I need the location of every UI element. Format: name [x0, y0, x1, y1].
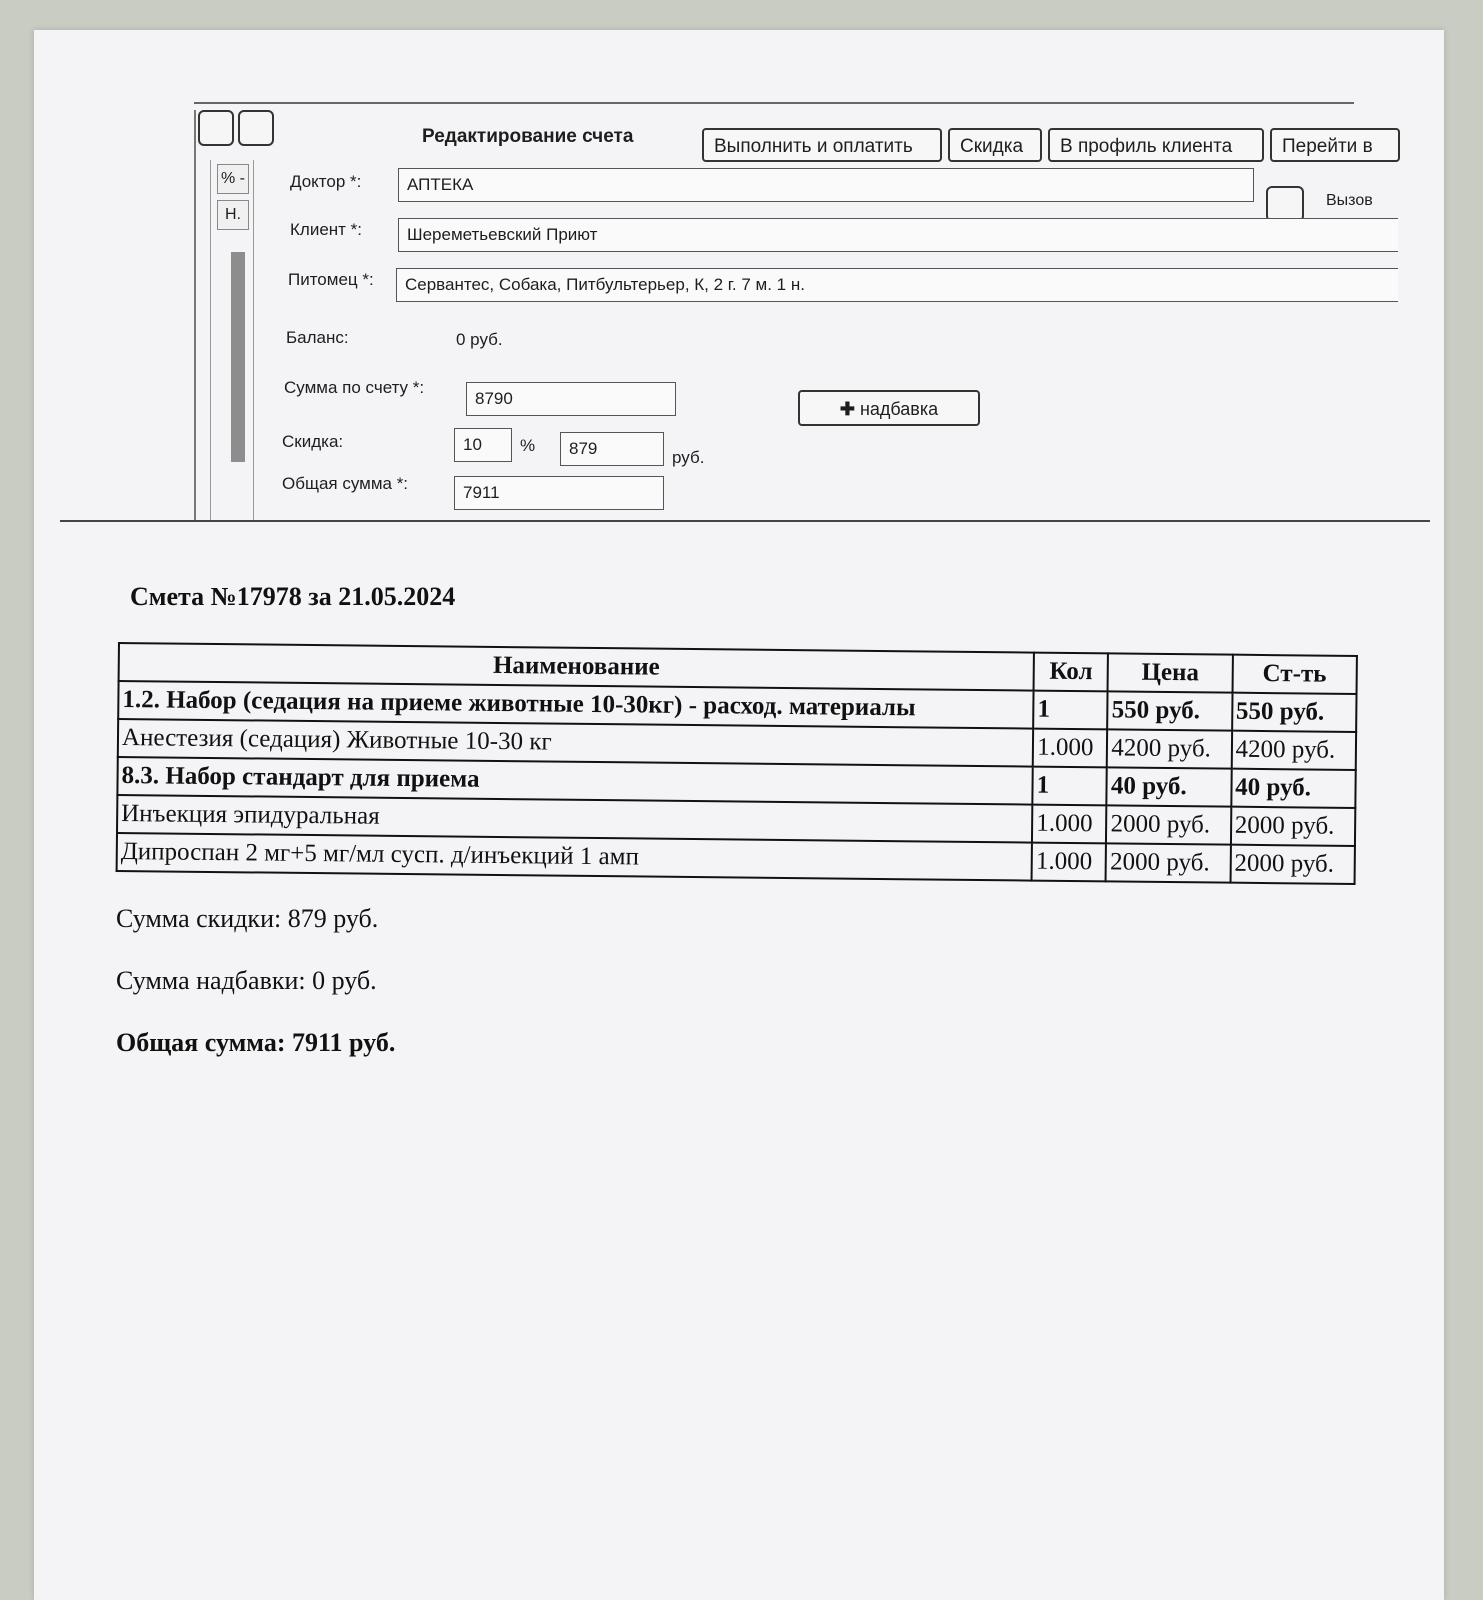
cell-price: 550 руб.: [1108, 691, 1233, 730]
go-to-button[interactable]: Перейти в: [1270, 128, 1400, 162]
pet-field[interactable]: Сервантес, Собака, Питбультерьер, К, 2 г. 7 м. 1 н.: [396, 268, 1398, 302]
doctor-field[interactable]: АПТЕКА: [398, 168, 1254, 202]
estimate-title: Смета №17978 за 21.05.2024: [130, 582, 456, 611]
sidebar-scrollbar[interactable]: [231, 252, 245, 462]
column-header-name: Наименование: [119, 643, 1035, 691]
cell-qty: 1.000: [1033, 729, 1108, 768]
cell-cost: 2000 руб.: [1231, 807, 1356, 846]
plus-icon: ✚: [839, 399, 860, 419]
estimate-table: [116, 642, 1358, 885]
balance-label: Баланс:: [286, 328, 349, 347]
column-header-price: Цена: [1108, 653, 1233, 692]
cell-qty: 1.000: [1032, 805, 1107, 844]
cell-qty: 1.000: [1032, 843, 1107, 882]
cell-price: 4200 руб.: [1107, 729, 1232, 768]
page-divider: [60, 520, 1430, 522]
total-field[interactable]: 7911: [454, 476, 664, 510]
cell-cost: 4200 руб.: [1231, 731, 1356, 770]
cell-name: 1.2. Набор (седация на приеме животные 10-30кг) - расход. материалы: [118, 681, 1034, 729]
left-sidebar: [210, 160, 254, 522]
cell-price: 2000 руб.: [1106, 843, 1231, 882]
cell-name: 8.3. Набор стандарт для приема: [117, 757, 1033, 805]
client-field[interactable]: Шереметьевский Приют: [398, 218, 1398, 252]
cell-price: 2000 руб.: [1106, 805, 1231, 844]
cell-qty: 1: [1033, 767, 1108, 806]
execute-and-pay-button[interactable]: Выполнить и оплатить: [702, 128, 942, 162]
window-icon-box[interactable]: [198, 110, 234, 146]
cell-cost: 550 руб.: [1232, 693, 1357, 732]
cell-cost: 40 руб.: [1231, 769, 1356, 808]
balance-value: 0 руб.: [456, 330, 503, 349]
cell-qty: 1: [1033, 691, 1108, 730]
discount-percent-field[interactable]: 10: [454, 428, 512, 462]
client-label: Клиент *:: [290, 220, 363, 239]
client-profile-button[interactable]: В профиль клиента: [1048, 128, 1264, 162]
cell-cost: 2000 руб.: [1230, 845, 1355, 884]
surcharge-label: надбавка: [859, 399, 939, 419]
invoice-sum-label: Сумма по счету *:: [284, 378, 425, 397]
call-checkbox[interactable]: [1266, 186, 1304, 222]
pet-label: Питомец *:: [288, 270, 374, 289]
discount-amount-field[interactable]: 879: [560, 432, 664, 466]
cell-name: Дипроспан 2 мг+5 мг/мл сусп. д/инъекций 1 амп: [117, 833, 1033, 881]
add-surcharge-button[interactable]: [798, 390, 980, 426]
discount-button[interactable]: Скидка: [948, 128, 1042, 162]
discount-label: Скидка:: [282, 432, 344, 451]
column-header-cost: Ст-ть: [1232, 655, 1357, 694]
surcharge-summary: Сумма надбавки: 0 руб.: [116, 966, 377, 995]
discount-summary: Сумма скидки: 879 руб.: [116, 904, 379, 933]
discount-currency-label: руб.: [672, 448, 705, 467]
cell-name: Инъекция эпидуральная: [117, 795, 1033, 843]
window-title: Редактирование счета: [422, 126, 634, 147]
side-tab-percent[interactable]: % -: [217, 164, 249, 194]
window-icon-box-2[interactable]: [238, 110, 274, 146]
total-label: Общая сумма *:: [282, 474, 409, 493]
cell-price: 40 руб.: [1107, 767, 1232, 806]
window-border-left: [194, 110, 196, 522]
percent-sign: %: [520, 436, 536, 455]
call-label: Вызов: [1326, 192, 1373, 209]
doctor-label: Доктор *:: [290, 172, 362, 191]
printed-page: [34, 30, 1444, 1600]
side-tab-n[interactable]: Н.: [217, 200, 249, 230]
window-border-top: [194, 102, 1354, 104]
invoice-edit-window: [194, 102, 1414, 522]
invoice-sum-field[interactable]: 8790: [466, 382, 676, 416]
total-summary: Общая сумма: 7911 руб.: [116, 1028, 396, 1057]
cell-name: Анестезия (седация) Животные 10-30 кг: [118, 719, 1034, 767]
column-header-qty: Кол: [1034, 653, 1109, 692]
